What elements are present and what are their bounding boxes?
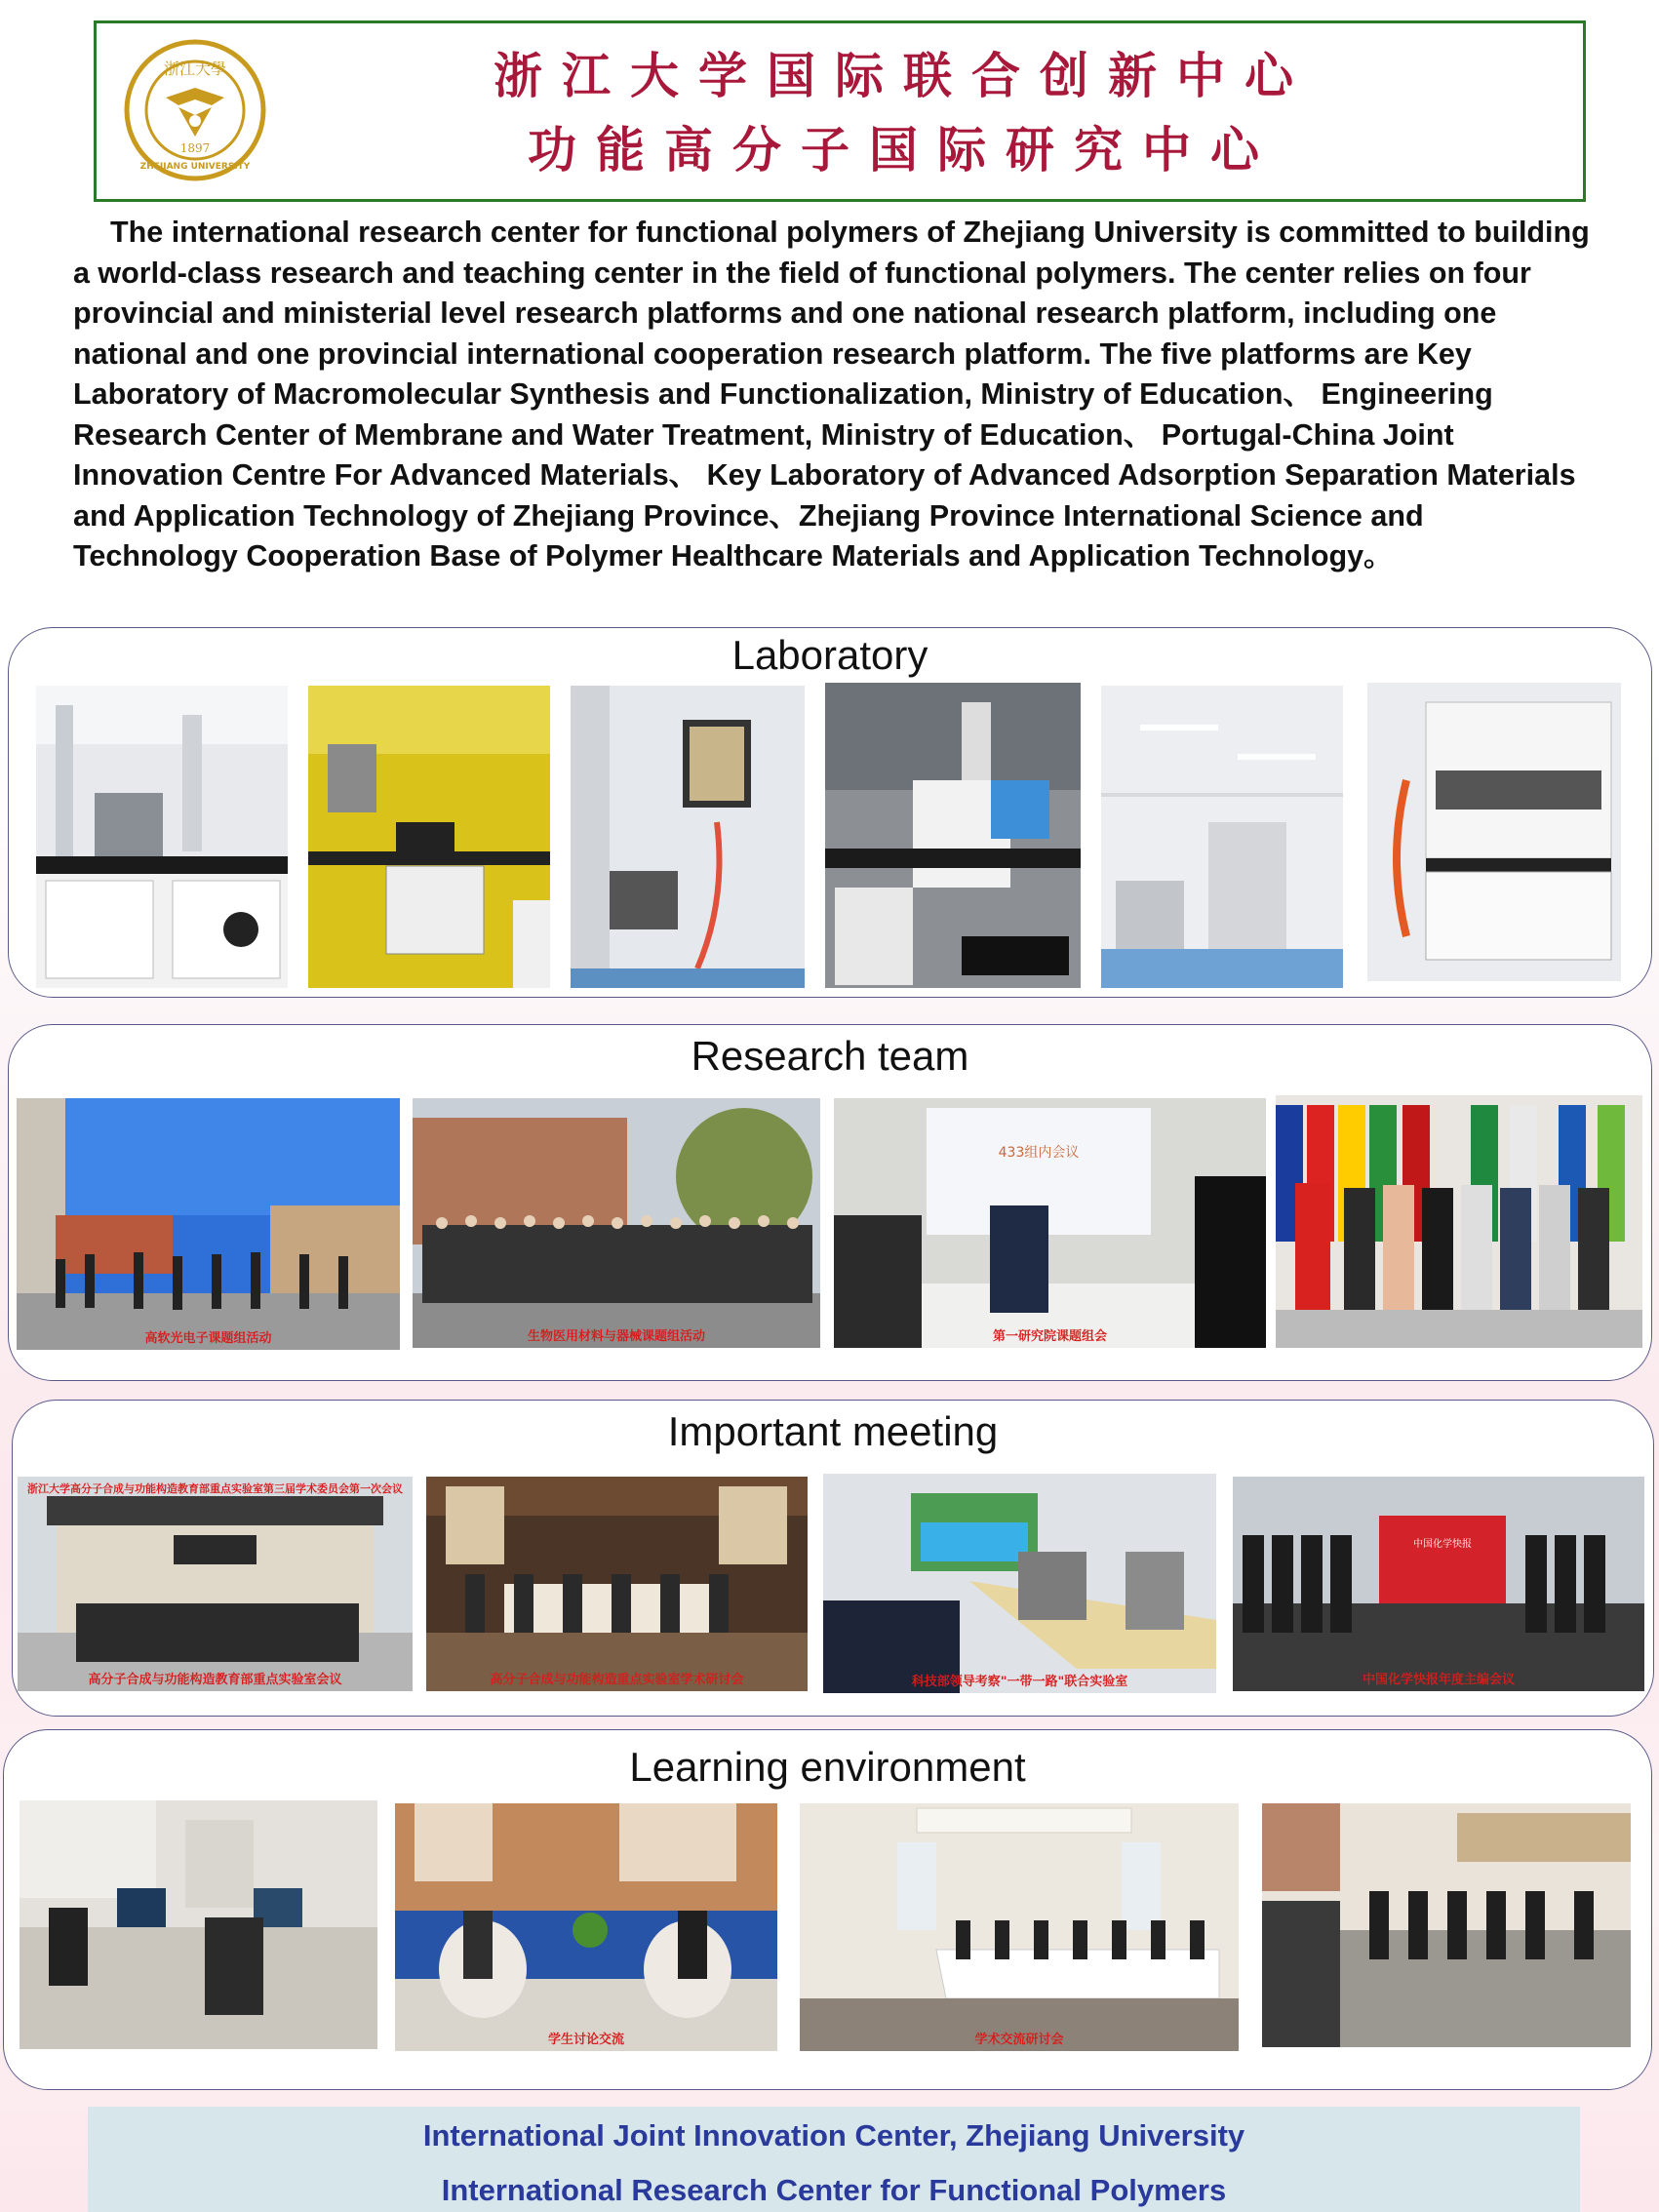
- learning-environment-title: Learning environment: [629, 1744, 1026, 1790]
- lab-photo-4: [825, 683, 1081, 988]
- logo-year: 1897: [179, 141, 211, 155]
- footer-line-1: International Joint Innovation Center, Zhejiang University: [422, 2118, 1245, 2153]
- meeting-photo-1: [18, 1477, 413, 1691]
- meeting-caption-4: 中国化学快报年度主编会议: [1362, 1673, 1515, 1687]
- team-photo-4: [1276, 1095, 1642, 1348]
- title-line-1: 浙江大学国际联合创新中心: [494, 47, 1313, 104]
- important-meeting-title: Important meeting: [667, 1408, 999, 1454]
- meeting-caption-2: 高分子合成与功能构造重点实验室学术研讨会: [490, 1673, 744, 1687]
- lab-photo-6: [1367, 683, 1621, 981]
- lab-photo-1: [36, 686, 288, 988]
- logo-text-top: 浙江大學: [163, 59, 227, 78]
- footer-band: [88, 2107, 1580, 2212]
- research-team-title: Research team: [691, 1033, 969, 1079]
- svg-text:433组内会议: 433组内会议: [998, 1145, 1080, 1161]
- laboratory-title: Laboratory: [731, 632, 928, 678]
- footer-line-2: International Research Center for Functional Polymers: [441, 2173, 1227, 2207]
- learning-photo-2: [395, 1803, 777, 2051]
- team-caption-1: 高软光电子课题组活动: [144, 1331, 272, 1346]
- meeting-caption-3: 科技部领导考察"一带一路"联合实验室: [911, 1675, 1128, 1689]
- zju-logo: [122, 37, 268, 183]
- team-photo-2: [413, 1098, 820, 1348]
- meeting-banner: 浙江大学高分子合成与功能构造教育部重点实验室第三届学术委员会第一次会议: [27, 1482, 403, 1495]
- learning-caption-2: 学术交流研讨会: [974, 2033, 1064, 2047]
- logo-text-bottom: ZHEJIANG UNIVERSITY: [139, 162, 251, 172]
- team-photo-3: [834, 1098, 1266, 1348]
- intro-paragraph: The international research center for functional polymers of Zhejiang University is committed to building a world-class research and teaching center in the field of functional polymers. The center relies on four provincial and ministerial level research platforms and one national research platform, including one national and one provincial international cooperation research platform. The five platforms are Key Laboratory of Macromolecular Synthesis and Functionalization, Ministry of Education、 Engineering Research Center of Membrane and Water Treatment, Ministry of Education、 Portugal-China Joint Innovation Centre For Advanced Materials、 Key Laboratory of Advanced Adsorption Separation Materials and Application Technology of Zhejiang Province、Zhejiang Province International Science and Technology Cooperation Base of Polymer Healthcare Materials and Application Technology。: [73, 216, 1590, 573]
- learning-photo-1: [20, 1800, 377, 2049]
- learning-caption-1: 学生讨论交流: [547, 2033, 624, 2047]
- learning-photo-4: [1262, 1803, 1631, 2047]
- meeting-photo-3: [823, 1474, 1216, 1693]
- svg-text:中国化学快报: 中国化学快报: [1413, 1539, 1472, 1550]
- lab-photo-5: [1101, 686, 1343, 988]
- lab-photo-2: [308, 686, 550, 988]
- team-photo-1: [17, 1098, 400, 1350]
- team-caption-2: 生物医用材料与器械课题组活动: [527, 1329, 705, 1344]
- header-box: [94, 20, 1586, 202]
- meeting-photo-2: [426, 1477, 808, 1691]
- title-line-2: 功能高分子国际研究中心: [528, 121, 1279, 178]
- learning-photo-3: [800, 1803, 1239, 2051]
- meeting-caption-1: 高分子合成与功能构造教育部重点实验室会议: [88, 1673, 342, 1687]
- team-caption-3: 第一研究院课题组会: [992, 1329, 1107, 1344]
- meeting-photo-4: [1233, 1477, 1644, 1691]
- lab-photo-3: [571, 686, 805, 988]
